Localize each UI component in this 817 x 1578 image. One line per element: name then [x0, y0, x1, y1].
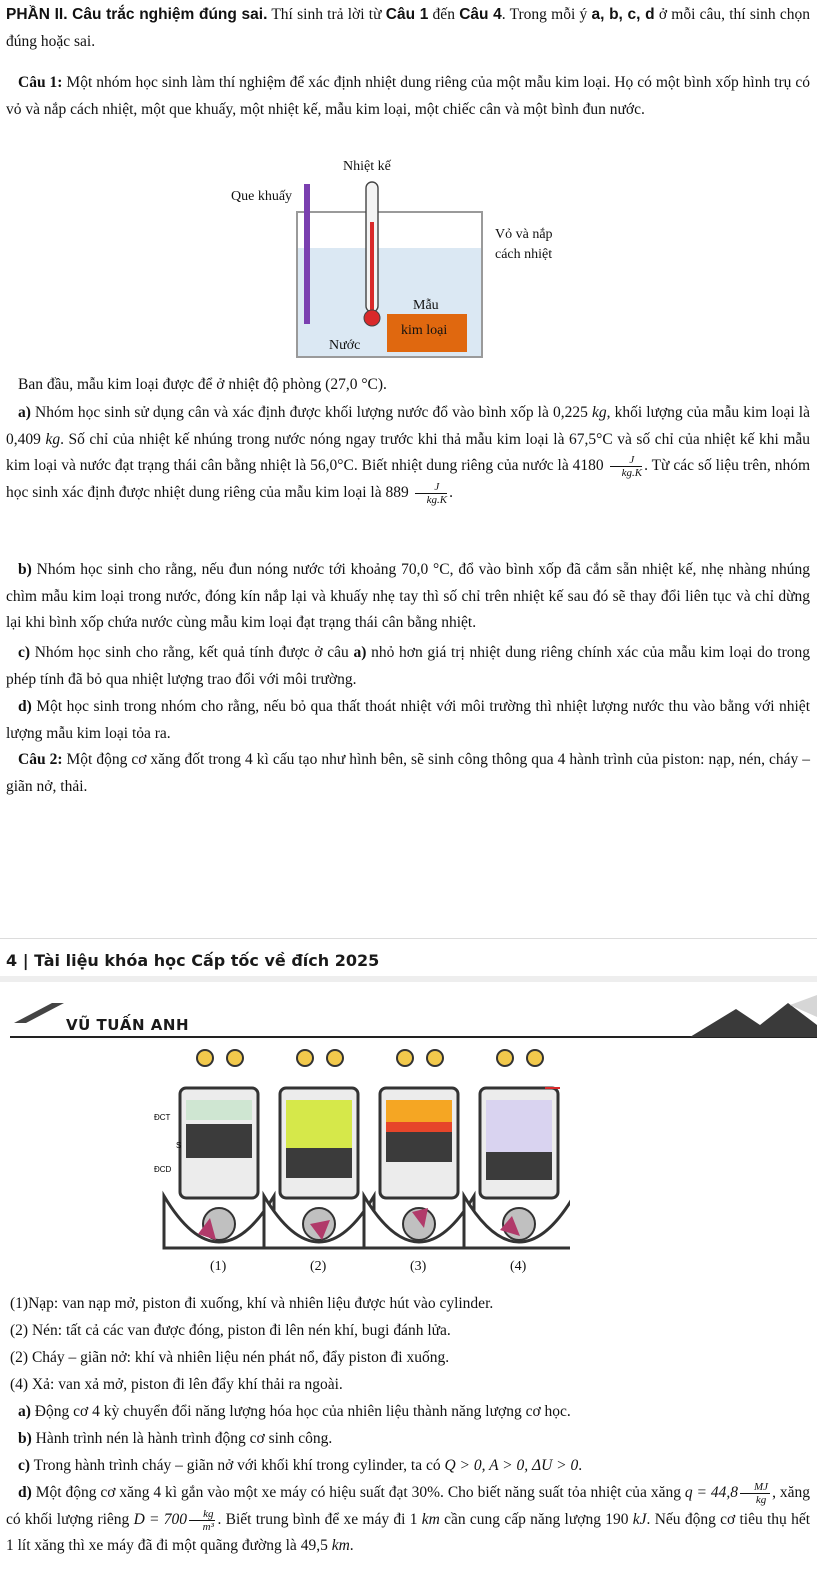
question-1-statement-d: d) Một học sinh trong nhóm cho rằng, nếu bỏ qua thất thoát nhiệt với môi trường thì nhiệt lượng nước thu vào bằng với nhiệt lượng mẫu kim loại tỏa ra.	[6, 698, 810, 742]
caption-3: (3)	[410, 1259, 427, 1274]
section-header: PHẦN II. Câu trắc nghiệm đúng sai. Thí sinh trả lời từ Câu 1 đến Câu 4. Trong mỗi ý a, b, c, d ở mỗi câu, thí sinh chọn đúng hoặc sai.	[6, 6, 811, 50]
brand-name: VŨ TUẤN ANH	[66, 1016, 190, 1034]
brand-left-stroke	[14, 1003, 64, 1023]
combustion-charge	[386, 1100, 452, 1122]
question-1-statement-a: a) Nhóm học sinh sử dụng cân và xác định được khối lượng nước đổ vào bình xốp là 0,225 kg, khối lượng của mẫu kim loại là 0,409 kg. Số chỉ của nhiệt kế nhúng trong nước nóng ngay trước khi thả mẫu kim loại là 67,5°C và số chỉ của nhiệt kế khi mẫu kim loại và nước đạt trạng thái cân bằng nhiệt là 56,0°C. Biết nhiệt dung riêng của nước là 4180 $\frac{J}{kg.K}$ . Từ các số liệu trên, nhóm học sinh xác định được nhiệt dung riêng của mẫu kim loại là 889 $\frac{J}{kg.K}$ .	[6, 404, 811, 506]
page-divider	[0, 938, 817, 939]
stirrer-rod	[304, 184, 310, 324]
question-2-statement-b: b) Hành trình nén là hành trình động cơ sinh công.	[18, 1430, 333, 1447]
question-2-label: Câu 2:	[18, 751, 63, 768]
exhaust-gas	[486, 1100, 552, 1152]
question-2-statement-d: d) Một động cơ xăng 4 kì gắn vào một xe máy có hiệu suất đạt 30%. Cho biết năng suất tỏa nhiệt của xăng q = 44,8 $\frac{MJ}{kg}$ , xăng có khối lượng riêng D = 700 $\frac{kg}{\text{m³}}$ . Biết trung bình để xe máy đi 1 km cần cung cấp năng lượng 190 kJ. Nếu động cơ tiêu thụ hết 1 lít xăng thì xe máy đã đi một quãng đường là 49,5 km.	[6, 1480, 811, 1555]
piston-4	[486, 1152, 552, 1180]
sample-label-1: Mẫu	[413, 298, 439, 313]
svg-text:ĐCD: ĐCD	[154, 1165, 172, 1174]
question-1-intro: Câu 1: Một nhóm học sinh làm thí nghiệm để xác định nhiệt dung riêng của một mẫu kim loại. Họ có một bình xốp hình trụ có vỏ và nắp cách nhiệt, một que khuấy, một nhiệt kế, mẫu kim loại, một chiếc cân và một bình đun nước.	[6, 74, 810, 118]
caption-2: (2)	[310, 1259, 327, 1274]
valve-spring-1b	[227, 1050, 243, 1066]
thermometer-label: Nhiệt kế	[343, 159, 391, 174]
piston-1	[186, 1124, 252, 1158]
engine-strokes-figure	[150, 1048, 570, 1276]
valve-spring-1a	[197, 1050, 213, 1066]
unit-fraction: $\frac{J}{kg.K}$	[415, 481, 447, 506]
question-1-statement-b: b) Nhóm học sinh cho rằng, nếu đun nóng nước tới khoảng 70,0 °C, đổ vào bình xốp đã cắm sẵn nhiệt kế, nhẹ nhàng nhúng chìm mẫu kim loại trong nước, đóng kín nắp lại và khuấy nhẹ tay thì số chỉ trên nhiệt kế sau đó sẽ thay đổi liên tục và chỉ dừng lại khi bình xốp chứa nước cùng mẫu kim loại đạt trạng thái cân bằng nhiệt.	[6, 561, 810, 632]
stroke-2-desc: (2) Nén: tất cả các van được đóng, piston đi lên nén khí, bugi đánh lửa.	[10, 1322, 451, 1339]
engine-stroke-4	[464, 1050, 570, 1248]
engine-stroke-3	[364, 1050, 474, 1248]
svg-text:ĐCT: ĐCT	[154, 1113, 171, 1122]
compressed-charge	[286, 1100, 352, 1148]
question-1-initial: Ban đầu, mẫu kim loại được để ở nhiệt độ phòng (27,0 °C).	[18, 376, 387, 393]
thermometer-bulb	[364, 310, 380, 326]
stroke-4-desc: (4) Xả: van xả mở, piston đi lên đẩy khí thải ra ngoài.	[10, 1376, 343, 1393]
shell-label-2: cách nhiệt	[495, 247, 553, 262]
caption-1: (1)	[210, 1259, 227, 1274]
piston-2	[286, 1148, 352, 1178]
question-2-statement-c: c) Trong hành trình cháy – giãn nở với khối khí trong cylinder, ta có Q > 0, A > 0, ΔU > 0.	[18, 1457, 583, 1474]
page-gap	[0, 976, 817, 982]
caption-4: (4)	[510, 1259, 527, 1274]
question-2-statement-a: a) Động cơ 4 kỳ chuyển đổi năng lượng hóa học của nhiên liệu thành năng lượng cơ học.	[18, 1403, 571, 1420]
sample-label-2: kim loại	[401, 323, 448, 338]
unit-fraction: $\frac{J}{kg.K}$	[610, 454, 642, 479]
engine-stroke-2	[264, 1050, 374, 1248]
question-1-label: Câu 1:	[18, 74, 63, 91]
question-2-intro: Câu 2: Một động cơ xăng đốt trong 4 kì cấu tạo như hình bên, sẽ sinh công thông qua 4 hành trình của piston: nạp, nén, cháy – giãn nở, thải.	[6, 751, 810, 795]
svg-text:S: S	[176, 1141, 182, 1150]
stroke-3-desc: (2) Cháy – giãn nở: khí và nhiên liệu nén phát nổ, đẩy piston đi xuống.	[10, 1349, 450, 1366]
shell-label-1: Vỏ và nắp	[495, 227, 553, 242]
engine-stroke-1	[154, 1050, 274, 1248]
stroke-1-desc: (1)Nạp: van nạp mở, piston đi xuống, khí và nhiên liệu được hút vào cylinder.	[10, 1295, 494, 1312]
calorimeter-figure	[225, 152, 585, 362]
water-label: Nước	[329, 338, 361, 353]
page-footer-title: 4 | Tài liệu khóa học Cấp tốc về đích 2025	[6, 951, 380, 970]
section-title: PHẦN II. Câu trắc nghiệm đúng sai.	[6, 6, 268, 23]
question-1-statement-c: c) Nhóm học sinh cho rằng, kết quả tính được ở câu a) nhỏ hơn giá trị nhiệt dung riêng chính xác của mẫu kim loại do trong phép tính đã bỏ qua nhiệt lượng trao đổi với môi trường.	[6, 644, 810, 688]
piston-3	[386, 1132, 452, 1162]
thermometer-liquid	[370, 222, 374, 314]
intake-charge	[186, 1100, 252, 1120]
stirrer-label: Que khuấy	[231, 189, 293, 204]
